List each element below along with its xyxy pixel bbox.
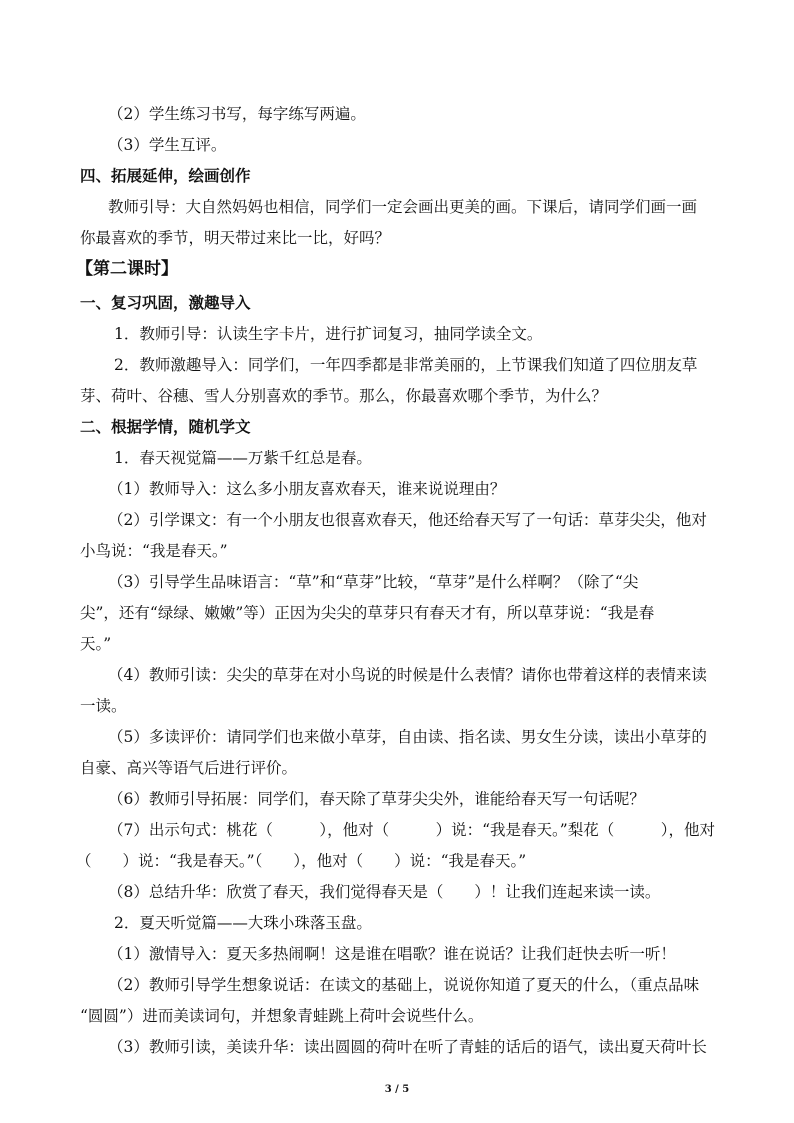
- section-heading: 一、复习巩固，激趣导入: [80, 293, 251, 312]
- text-line: 1．春天视觉篇——万紫千红总是春。: [114, 449, 372, 467]
- text-line: 一读。: [80, 697, 127, 715]
- text-line: （6）教师引导拓展：同学们，春天除了草芽尖尖外，谁能给春天写一句话呢？: [108, 790, 645, 808]
- text-line: （2）引学课文：有一个小朋友也很喜欢春天，他还给春天写了一句话：草芽尖尖，他对: [108, 511, 707, 529]
- text-line: 自豪、高兴等语气后进行评价。: [80, 759, 298, 777]
- lesson-heading: 【第二课时】: [76, 259, 178, 279]
- section-heading: 二、根据学情，随机学文: [80, 417, 251, 436]
- text-line: 2．夏天听觉篇——大珠小珠落玉盘。: [114, 914, 372, 932]
- text-line: （ ）说：“我是春天。”（ ），他对（ ）说：“我是春天。”: [76, 852, 527, 870]
- text-line: “圆圆”）进而美读词句，并想象青蛙跳上荷叶会说些什么。: [80, 1007, 484, 1025]
- text-line: 小鸟说：“我是春天。”: [80, 542, 228, 560]
- text-line: （1）激情导入：夏天多热闹啊！这是谁在唱歌？谁在说话？让我们赶快去听一听！: [108, 945, 676, 963]
- text-line: （7）出示句式：桃花（ ），他对（ ）说：“我是春天。”梨花（ ），他对: [108, 821, 715, 839]
- text-line: （5）多读评价：请同学们也来做小草芽，自由读、指名读、男女生分读，读出小草芽的: [108, 728, 707, 746]
- text-line: （8）总结升华：欣赏了春天，我们觉得春天是（ ）！让我们连起来读一读。: [108, 883, 661, 901]
- section-heading: 四、拓展延伸，绘画创作: [80, 166, 251, 185]
- text-line: （4）教师引读：尖尖的草芽在对小鸟说的时候是什么表情？请你也带着这样的表情来读: [108, 666, 707, 684]
- text-line: 芽、荷叶、谷穗、雪人分别喜欢的季节。那么，你最喜欢哪个季节，为什么？: [80, 387, 608, 405]
- text-line: 教师引导：大自然妈妈也相信，同学们一定会画出更美的画。下课后，请同学们画一画: [108, 198, 698, 216]
- text-line: （2）教师引导学生想象说话：在读文的基础上，说说你知道了夏天的什么，（重点品味: [108, 976, 700, 994]
- page-number: 3 / 5: [384, 1084, 410, 1095]
- text-line: 尖”，还有“绿绿、嫩嫩”等）正因为尖尖的草芽只有春天才有，所以草芽说：“我是春: [80, 604, 655, 622]
- text-line: （3）学生互评。: [108, 136, 227, 154]
- text-line: 2．教师激趣导入：同学们，一年四季都是非常美丽的，上节课我们知道了四位朋友草: [114, 356, 698, 374]
- text-line: 天。”: [80, 635, 112, 653]
- text-line: （3）引导学生品味语言：“草”和“草芽”比较，“草芽”是什么样啊？（除了“尖: [108, 573, 639, 591]
- text-line: （1）教师导入：这么多小朋友喜欢春天，谁来说说理由？: [108, 480, 506, 498]
- text-line: 1．教师引导：认读生字卡片，进行扩词复习，抽同学读全文。: [114, 325, 543, 343]
- text-line: （2）学生练习书写，每字练写两遍。: [108, 105, 366, 123]
- text-line: 你最喜欢的季节，明天带过来比一比，好吗？: [80, 229, 391, 247]
- text-line: （3）教师引读，美读升华：读出圆圆的荷叶在听了青蛙的话后的语气，读出夏天荷叶长: [108, 1038, 707, 1056]
